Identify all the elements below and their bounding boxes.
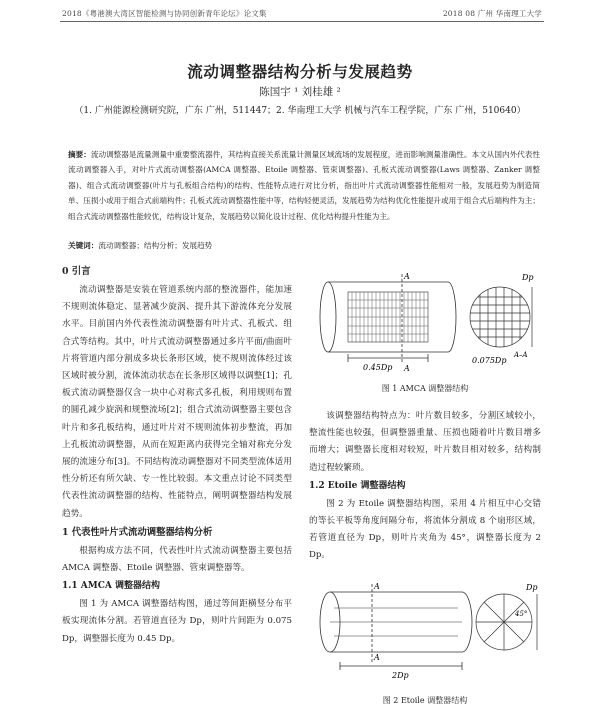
section-1-1-paragraph: 图 1 为 AMCA 调整器结构图，通过等间距横竖分布平板实现流体分割。若管道直径为 Dp，则叶片间距为 0.075 Dp，调整器长度为 0.45 Dp。 <box>62 599 292 644</box>
figure-1-caption: 图 1 AMCA 调整器结构 <box>381 384 469 393</box>
etoile-side-view <box>320 584 472 670</box>
fig1-section-view-label: A–A <box>514 351 528 359</box>
fig1-diameter-label: Dp <box>522 273 534 282</box>
section-1-1-title: 1.1 AMCA 调整器结构 <box>62 581 161 592</box>
keywords <box>68 240 212 251</box>
section-1-2-title: 1.2 Etoile 调整器结构 <box>309 480 406 491</box>
left-column <box>62 262 292 648</box>
paper-title: 流动调整器结构分析与发展趋势 <box>187 62 413 81</box>
etoile-end-view <box>476 594 537 650</box>
figure-1-amca-diagram <box>318 270 540 378</box>
section-1-paragraph: 根据构成方法不同，代表性叶片式流动调整器主要包括 AMCA 调整器、Etoile 调整器、管束调整器等。 <box>62 545 292 574</box>
affiliation: （1. 广州能源检测研究院，广东 广州，511447；2. 华南理工大学 机械与汽车工程学院，广东 广州，510640） <box>74 106 526 116</box>
fig2-angle-label: 45° <box>515 610 528 618</box>
fig1-length-label: 0.45Dp <box>363 363 393 372</box>
amca-features-paragraph: 该调整器结构特点为：叶片数目较多，分割区域较小，整流性能也较强，但调整器重量、压损也随着叶片数目增多而增大；调整器长度相对较短，叶片数目相对较多，结构制造过程较繁琐。 <box>309 411 541 473</box>
abstract-text: 流动调整器是流量测量中重要整流器件，其结构直接关系流量计测量区域流场的发展程度，进而影响测量准确性。本文从国内外代表性流动调整器入手，对叶片式流动调整器(AMCA 调整器、Etoile 调整器、管束调整器)、孔板式流动调整器(Laws 调整器、Zanker 调整器)、组合式流动调整器(叶片与孔板组合结构)的结构、性能特点进行对比分析，指出叶片式流动调整器性能相对一般，发展趋势为制造简单、压损小或用于组合式前端构件；孔板式流动调整器性能中等，结构轻便灵活，发展趋势为结构优化性能提升或用于组合式后端构件为主；组合式流动调整器性能较优，结构设计复杂，发展趋势以简化设计过程、优化结构提升性能为主。 <box>68 150 540 221</box>
section-0-title: 0 引言 <box>62 266 91 277</box>
fig2-diameter-label: Dp <box>526 583 538 592</box>
authors: 陈国宇 ¹ 刘桂雄 ² <box>259 86 341 98</box>
section-1-title: 1 代表性叶片式流动调整器结构分析 <box>62 526 213 538</box>
fig1-gap-label: 0.075Dp <box>472 356 507 365</box>
amca-end-view <box>470 287 532 347</box>
figure-2-caption: 图 2 Etoile 调整器结构 <box>382 696 468 705</box>
fig2-length-label: 2Dp <box>392 671 409 680</box>
section-1-2-paragraph: 图 2 为 Etoile 调整器结构图，采用 4 片相互中心交错的等长平板等角度间隔分布，将流体分割成 8 个扇形区域，若管道直径为 Dp，则叶片夹角为 45°，调整器长度为 2 Dp。 <box>309 498 541 561</box>
abstract-label: 摘要： <box>68 150 91 159</box>
fig2-section-label-bottom: A <box>374 653 380 662</box>
figure-2-etoile-diagram <box>312 580 542 680</box>
abstract <box>68 147 540 224</box>
keywords-text: 流动调整器；结构分析；发展趋势 <box>98 241 213 250</box>
keywords-label: 关键词： <box>68 241 99 250</box>
fig1-section-label-top: A <box>404 272 410 281</box>
running-header-right: 2018 08 广州 华南理工大学 <box>442 9 542 18</box>
fig1-section-label-bottom: A <box>404 364 410 373</box>
intro-paragraph: 流动调整器是安装在管道系统内部的整流器件，能加速不规则流体稳定、显著减少旋涡、提升其下游流体充分发展水平。目前国内外代表性流动调整器有叶片式、孔板式、组合式等结构。其中，叶片式流动调整器通过多片平面/曲面叶片将管道内部分割成多块长条形区域，使不规则流体经过该区域时被分割，流体流动状态在长条形区域得以调整[1]；孔板式流动调整器仅含一块中心对称式多孔板，利用规则布置的圆孔减少旋涡和规整流场[2]；组合式流动调整器主要包含叶片和多孔板结构，通过叶片对不规则流体初步整流，再加上孔板流动调整器，从而在短距离内获得完全轴对称充分发展的流速分布[3]。不同结构流动调整器对不同类型流体适用性分析还有所欠缺、专一性比较弱。本文重点讨论不同类型代表性流动调整器的结构、性能特点，阐明调整器结构发展趋势。 <box>62 285 292 519</box>
running-header-left: 2018《粤港澳大湾区智能检测与协同创新青年论坛》论文集 <box>62 9 267 18</box>
right-column <box>309 408 541 565</box>
fig2-section-label-top: A <box>374 582 380 591</box>
header-divider <box>60 21 544 22</box>
amca-side-view <box>320 274 456 362</box>
